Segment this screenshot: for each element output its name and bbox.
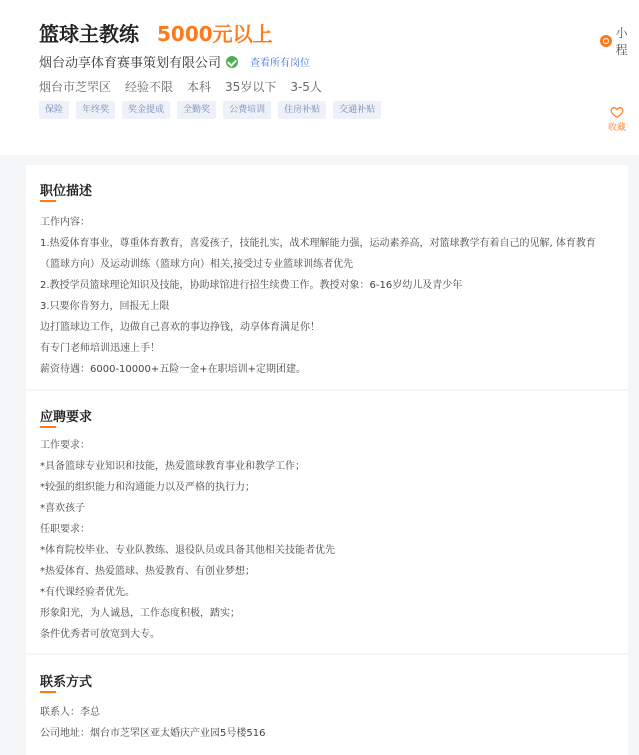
section-underline [40, 691, 56, 693]
requirements-lines [40, 435, 335, 645]
title-row [39, 18, 273, 47]
requirements-line: *热爱体育、热爱篮球、热爱教育、有创业梦想； [40, 566, 255, 577]
description-line: 边打篮球边工作，边做自己喜欢的事边挣钱，动享体育满足你！ [40, 322, 320, 333]
meta-education: 本科 [187, 80, 212, 94]
requirements-line: 条件优秀者可放宽到大专。 [40, 629, 160, 640]
company-address: 公司地址：烟台市芝罘区亚太婚庆产业园5号楼516 [40, 728, 266, 739]
heart-icon [610, 104, 624, 118]
company-name[interactable]: 烟台动享体育赛事策划有限公司 [39, 56, 222, 71]
job-meta [39, 78, 336, 95]
requirements-line: *有代课经验者优先。 [40, 587, 135, 598]
description-line: 2.教授学员篮球理论知识及技能，协助球馆进行招生续费工作。教授对象：6-16岁幼儿及青少年 [40, 280, 463, 291]
benefit-tag: 交通补贴 [333, 101, 381, 119]
description-line: 3.只要你肯努力，回报无上限 [40, 301, 170, 312]
job-salary: 5000元以上 [157, 22, 273, 46]
mini-program-button[interactable] [600, 24, 639, 58]
requirements-line: *喜欢孩子 [40, 503, 85, 514]
meta-headcount: 3-5人 [290, 80, 322, 94]
section-underline [40, 426, 56, 428]
company-row [39, 52, 310, 71]
requirements-line: *较强的组织能力和沟通能力以及严格的执行力； [40, 482, 255, 493]
description-lines [40, 212, 596, 380]
benefit-tags [39, 101, 388, 119]
job-header [0, 0, 639, 155]
benefit-tag: 全勤奖 [177, 101, 216, 119]
job-title: 篮球主教练 [39, 22, 139, 46]
requirements-card [26, 391, 628, 653]
requirements-line: *体育院校毕业、专业队教练、退役队员或具备其他相关技能者优先 [40, 545, 335, 556]
requirements-line: 工作要求： [40, 440, 90, 451]
section-title-contact: 联系方式 [40, 675, 93, 690]
section-title-description: 职位描述 [40, 184, 93, 199]
description-line: （篮球方向）及运动训练（篮球方向）相关,接受过专业篮球训练者优先 [40, 259, 354, 270]
view-all-positions-link[interactable]: 查看所有岗位 [250, 58, 311, 69]
mini-program-icon [600, 35, 612, 47]
benefit-tag: 公费培训 [223, 101, 271, 119]
description-line: 1.热爱体育事业，尊重体育教育，喜爱孩子，技能扎实，战术理解能力强，运动素养高，对篮球教学有着自己的见解, 体育教育 [40, 238, 596, 249]
benefit-tag: 住房补贴 [278, 101, 326, 119]
description-line: 工作内容： [40, 217, 90, 228]
section-underline [40, 200, 56, 202]
verified-shield-icon [226, 56, 238, 68]
benefit-tag: 奖金提成 [122, 101, 170, 119]
meta-experience: 经验不限 [125, 80, 174, 94]
benefit-tag: 年终奖 [76, 101, 115, 119]
requirements-line: *具备篮球专业知识和技能，热爱篮球教育事业和教学工作； [40, 461, 305, 472]
contact-lines [40, 702, 265, 744]
benefit-tag: 保险 [39, 101, 69, 119]
section-title-requirements: 应聘要求 [40, 410, 93, 425]
mini-program-label: 小程 [615, 26, 628, 57]
requirements-line: 任职要求： [40, 524, 90, 535]
contact-person: 联系人：李总 [40, 707, 100, 718]
description-line: 薪资待遇：6000-10000+五险一金+在职培训+定期团建。 [40, 364, 307, 375]
meta-age: 35岁以下 [225, 80, 277, 94]
contact-card [26, 655, 628, 755]
collect-button[interactable] [605, 104, 629, 133]
meta-location: 烟台市芝罘区 [39, 80, 112, 94]
requirements-line: 形象阳光，为人诚恳，工作态度积极，踏实； [40, 608, 240, 619]
job-description-card [26, 165, 628, 389]
collect-label: 收藏 [607, 123, 626, 133]
description-line: 有专门老师培训迅速上手！ [40, 343, 160, 354]
